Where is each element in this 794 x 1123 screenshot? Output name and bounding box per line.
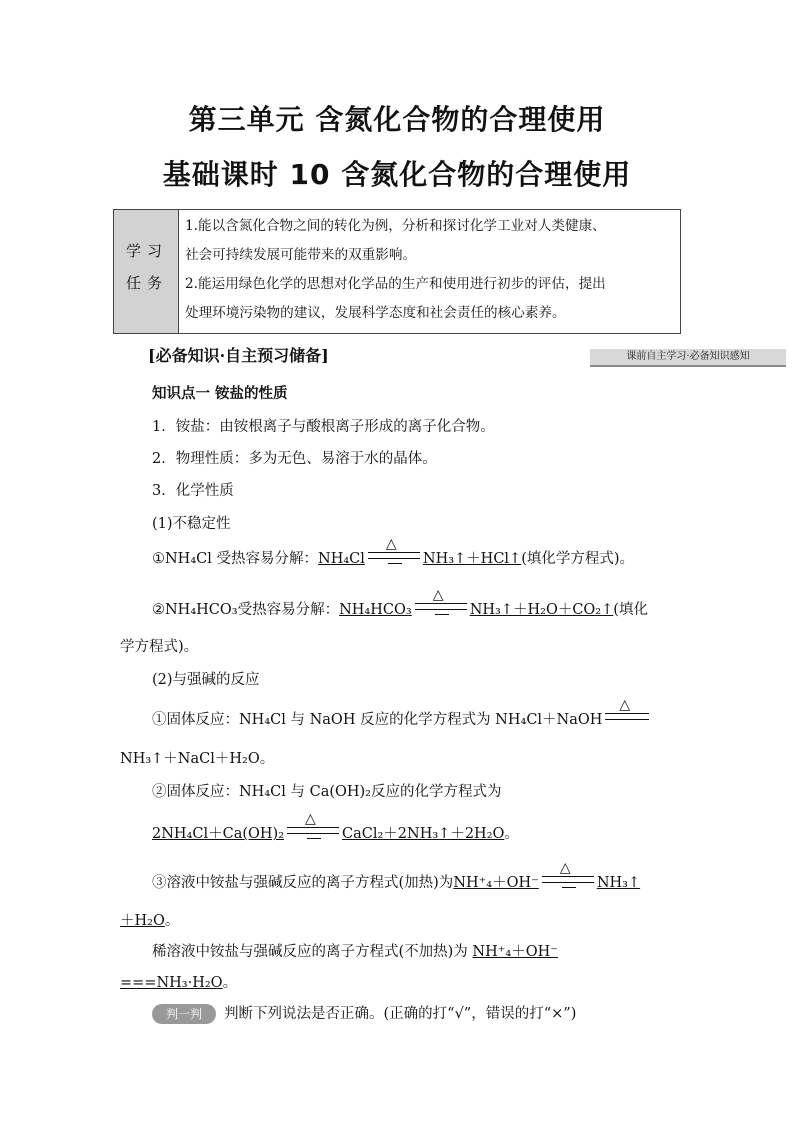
section-heading: [必备知识·自主预习储备] <box>148 346 329 365</box>
equation-4 <box>152 811 519 843</box>
task-item-2a: 2.能运用绿色化学的思想对化学品的生产和使用进行初步的评估，提出 <box>185 276 606 292</box>
task-item-2b: 处理环境污染物的建议，发展科学态度和社会责任的核心素养。 <box>185 305 566 321</box>
heat-arrow-icon: △ <box>542 874 594 892</box>
equation-4-intro: ②固体反应：NH₄Cl 与 Ca(OH)₂反应的化学方程式为 <box>152 784 502 800</box>
eq1-left: NH₄Cl <box>318 551 365 567</box>
heat-arrow-icon: △ <box>415 601 467 619</box>
eq3-prefix: ①固体反应：NH₄Cl 与 NaOH 反应的化学方程式为 NH₄Cl＋NaOH <box>152 712 603 728</box>
equation-3 <box>152 697 652 729</box>
knowledge-point-1: 知识点一 铵盐的性质 <box>152 386 288 402</box>
eq1-right: NH₃↑＋HCl↑ <box>422 551 522 567</box>
heat-arrow-icon: △ <box>605 711 649 729</box>
eq6-prefix: 稀溶液中铵盐与强碱反应的离子方程式(不加热)为 <box>152 944 468 960</box>
eq5-right: NH₃↑ <box>596 875 641 891</box>
equation-6-cont <box>120 971 237 992</box>
eq4-right: CaCl₂＋2NH₃↑＋2H₂O <box>342 826 505 842</box>
eq6-left: NH⁺₄＋OH⁻ <box>472 944 558 960</box>
heat-arrow-icon: △ <box>368 550 420 568</box>
eq4-suffix: 。 <box>504 826 519 842</box>
learning-task-box <box>113 209 681 334</box>
section-tag: 课前自主学习·必备知识感知 <box>590 349 786 367</box>
eq1-prefix: ①NH₄Cl 受热容易分解： <box>152 551 318 567</box>
eq5-left: NH⁺₄＋OH⁻ <box>453 875 539 891</box>
learning-task-content <box>179 210 680 333</box>
eq2-right: NH₃↑＋H₂O＋CO₂↑ <box>469 602 614 618</box>
page-title-unit: 第三单元 含氮化合物的合理使用 <box>188 103 606 136</box>
eq5-suffix: 。 <box>164 913 180 929</box>
heat-arrow-icon: △ <box>287 825 339 843</box>
learning-task-header <box>114 210 179 333</box>
para-3: 3．化学性质 <box>152 483 234 499</box>
equation-6 <box>152 940 558 961</box>
judge-instruction <box>152 1002 576 1024</box>
eq4-left: 2NH₄Cl＋Ca(OH)₂ <box>152 826 285 842</box>
header-line-1: 学习 <box>125 242 168 260</box>
para-1: 1．铵盐：由铵根离子与酸根离子形成的离子化合物。 <box>152 419 495 435</box>
header-line-2: 任务 <box>125 274 168 292</box>
eq1-suffix: (填化学方程式)。 <box>521 551 635 567</box>
task-item-1b: 社会可持续发展可能带来的双重影响。 <box>185 247 417 263</box>
eq2-suffix: (填化 <box>613 602 648 618</box>
page-title-lesson: 基础课时 10 含氮化合物的合理使用 <box>162 158 632 191</box>
eq5-continuation: ＋H₂O <box>120 913 165 929</box>
equation-3-cont: NH₃↑＋NaCl＋H₂O。 <box>120 751 275 767</box>
eq6-continuation: ===NH₃·H₂O <box>120 975 223 991</box>
judge-text: 判断下列说法是否正确。(正确的打“√”，错误的打“×”) <box>224 1006 577 1022</box>
eq5-prefix: ③溶液中铵盐与强碱反应的离子方程式(加热)为 <box>152 875 454 891</box>
para-2: 2．物理性质：多为无色、易溶于水的晶体。 <box>152 451 437 467</box>
eq2-left: NH₄HCO₃ <box>339 602 412 618</box>
equation-5-cont <box>120 909 179 930</box>
equation-5 <box>152 860 641 892</box>
task-item-1a: 1.能以含氮化合物之间的转化为例，分析和探讨化学工业对人类健康、 <box>185 218 606 234</box>
para-4: (1)不稳定性 <box>152 516 231 532</box>
equation-2-cont: 学方程式)。 <box>120 639 199 655</box>
eq6-suffix: 。 <box>222 975 238 991</box>
para-5: (2)与强碱的反应 <box>152 672 260 688</box>
eq2-prefix: ②NH₄HCO₃受热容易分解： <box>152 602 340 618</box>
judge-badge: 判一判 <box>152 1004 216 1024</box>
equation-1 <box>152 536 635 568</box>
equation-2 <box>152 587 648 619</box>
